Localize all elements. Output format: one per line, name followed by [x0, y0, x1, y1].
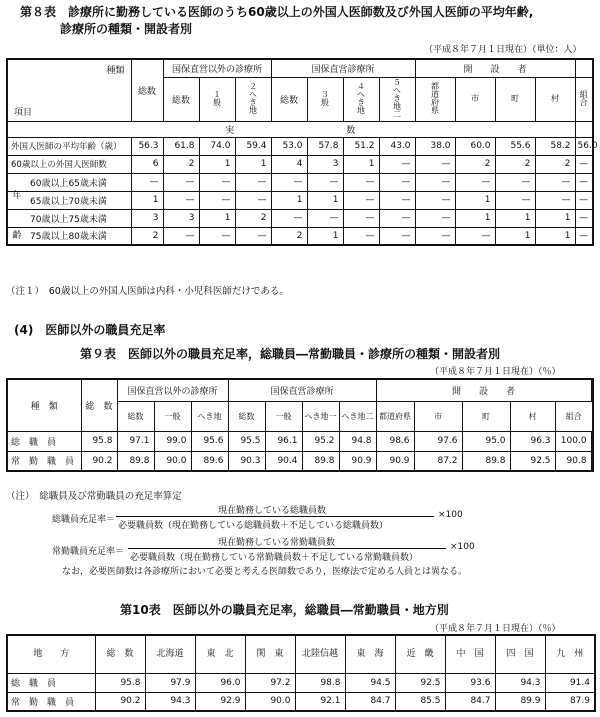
- table10-cell: 84.7: [445, 692, 495, 711]
- table8-cell: 60.0: [455, 137, 495, 155]
- table9-cell: 95.5: [228, 431, 265, 451]
- table10-row-label: 総 職 員: [7, 673, 95, 692]
- table10-cell: 94.5: [345, 673, 395, 692]
- table9-cell: 96.3: [510, 431, 555, 451]
- table8-cell: —: [163, 173, 199, 191]
- table9-group1-header: 国保直営以外の診療所: [117, 379, 228, 401]
- table8-cell: —: [415, 209, 455, 227]
- table8-cell: 1: [535, 209, 575, 227]
- table8-cell: 1: [307, 191, 343, 209]
- table8-cell: 3: [307, 155, 343, 173]
- table8-sub-header: [415, 77, 455, 121]
- table8-cell: —: [271, 173, 307, 191]
- formula2-numerator: 現在勤務している常勤職員数: [218, 538, 336, 548]
- table8-cell: —: [379, 173, 415, 191]
- table8-sub-header-label: １般: [212, 89, 222, 106]
- table8-kind-header: 種類: [106, 66, 125, 76]
- table9-cell: 95.2: [302, 431, 339, 451]
- formula1-numerator: 現在勤務している総職員数: [218, 506, 327, 516]
- table10-row: [7, 692, 595, 711]
- table8-sub-header: [235, 77, 271, 121]
- table10-cell: 90.2: [95, 692, 145, 711]
- table9-cell: 99.0: [154, 431, 191, 451]
- table8-cell: —: [535, 191, 575, 209]
- table8-cell: 74.0: [199, 137, 235, 155]
- table8-row-label: 外国人医師の平均年齢（歳）: [7, 137, 131, 155]
- table9-cell: 89.8: [302, 451, 339, 471]
- table8-row: [7, 209, 593, 227]
- table8-cell: 3: [131, 209, 163, 227]
- table8-cell: —: [343, 191, 379, 209]
- table8-cell: 4: [271, 155, 307, 173]
- table8-cell: —: [131, 173, 163, 191]
- table9-cell: 90.0: [154, 451, 191, 471]
- formula1-label: 総職員充足率＝: [52, 515, 116, 525]
- table8-total-header: 総数: [131, 59, 163, 121]
- table8-cell: 2: [455, 155, 495, 173]
- table8-cell: 55.6: [495, 137, 535, 155]
- table10-col-header: 近 畿: [395, 635, 445, 673]
- table10-cell: 98.8: [295, 673, 345, 692]
- table8-sub-header-label: 総数: [279, 95, 298, 106]
- table8-row-label: [7, 209, 131, 227]
- table10-col-header: 北海道: [145, 635, 195, 673]
- table9-cell: 94.8: [339, 431, 376, 451]
- table8-cell: 38.0: [415, 137, 455, 155]
- table9-cell: 90.4: [265, 451, 302, 471]
- table10-col-header: 北陸信越: [295, 635, 345, 673]
- table8-cell: —: [379, 155, 415, 173]
- table10-cell: 91.4: [545, 673, 595, 692]
- table10-cell: 97.2: [245, 673, 295, 692]
- table8-cell: —: [575, 227, 593, 245]
- table8-cell: —: [235, 191, 271, 209]
- table8-sub-header: [495, 77, 535, 121]
- table9-cell: 100.0: [555, 431, 591, 451]
- table8-cell: 1: [131, 191, 163, 209]
- table8-row-label: [7, 191, 131, 209]
- formula1-times: ×100: [438, 510, 463, 520]
- table8-cell: 2: [271, 227, 307, 245]
- table8-sub-header: [379, 77, 415, 121]
- table9-sub-header: 総数: [228, 401, 265, 431]
- table8-cell: —: [415, 155, 455, 173]
- table8-cell: 1: [455, 191, 495, 209]
- table8-cell: 2: [535, 155, 575, 173]
- table8-sub-header: [535, 77, 575, 121]
- table8-cell: 1: [199, 155, 235, 173]
- table9-note-heading: （注） 総職員及び常勤職員の充足率算定: [6, 491, 182, 502]
- table8-cell: —: [343, 209, 379, 227]
- table10-col-header: 九 州: [545, 635, 595, 673]
- table8-group3-header: 開 設 者: [415, 59, 575, 77]
- table9-sub-header: へき地二: [339, 401, 376, 431]
- table8-group1-header: 国保直営以外の診療所: [163, 59, 271, 77]
- table10-cell: 85.5: [395, 692, 445, 711]
- table8-cell: 51.2: [343, 137, 379, 155]
- table8-cell: —: [575, 209, 593, 227]
- table8-title-line2: 診療所の種類・開設者別: [60, 22, 193, 36]
- table8-cell: —: [199, 227, 235, 245]
- table8-cell: —: [415, 191, 455, 209]
- table8-row: [7, 137, 593, 155]
- table9-cell: 90.9: [339, 451, 376, 471]
- table8-sub-header: [163, 77, 199, 121]
- table8-row-label: 60歳以上の外国人医師数: [7, 155, 131, 173]
- formula1-denominator: 必要職員数（現在勤務している総職員数＋不足している総職員数）: [118, 521, 389, 531]
- table8-cell: 1: [199, 209, 235, 227]
- table8-sub-header: [199, 77, 235, 121]
- table10-cell: 95.8: [95, 673, 145, 692]
- table8-sub-header-label: ５へき地二: [392, 77, 402, 118]
- table10-cell: 92.9: [195, 692, 245, 711]
- table8-row-label-text: 65歳以上70歳未満: [30, 196, 107, 207]
- table10-col-header: 中 国: [445, 635, 495, 673]
- table10-col-header: 東 海: [345, 635, 395, 673]
- table10-cell: 92.1: [295, 692, 345, 711]
- table10-cell: 97.9: [145, 673, 195, 692]
- table8-group2-header: 国保直営診療所: [271, 59, 415, 77]
- table9-cell: 97.6: [414, 431, 462, 451]
- table8-sub-header-label: ２へき地: [248, 81, 258, 114]
- table9-cell: 90.2: [81, 451, 117, 471]
- table8-cell: —: [415, 173, 455, 191]
- table9-cell: 95.0: [462, 431, 510, 451]
- table9-sub-header: 村: [510, 401, 555, 431]
- table8-sub-header: [307, 77, 343, 121]
- table10-cell: 94.3: [145, 692, 195, 711]
- table9-sub-header: へき地: [191, 401, 228, 431]
- table10-cell: 96.0: [195, 673, 245, 692]
- table8-cell: 57.8: [307, 137, 343, 155]
- table8-sub-header: [455, 77, 495, 121]
- table8-cell: 6: [131, 155, 163, 173]
- table10-cell: 90.0: [245, 692, 295, 711]
- table8-cell: 1: [495, 227, 535, 245]
- table10-col-header: 関 東: [245, 635, 295, 673]
- table9-sub-header: 総数: [117, 401, 154, 431]
- table10-row-label: 常 勤 職 員: [7, 692, 95, 711]
- formula2-denominator: 必要職員数（現在勤務している常勤職員数＋不足している常勤職員数）: [130, 553, 419, 563]
- table9-cell: 87.2: [414, 451, 462, 471]
- table9-cell: 95.8: [81, 431, 117, 451]
- table8-cell: 1: [343, 155, 379, 173]
- table8-cell: 1: [271, 191, 307, 209]
- table8-cell: —: [235, 227, 271, 245]
- table8-cell: —: [495, 173, 535, 191]
- table10-col-header: 四 国: [495, 635, 545, 673]
- table8-cell: 1: [535, 227, 575, 245]
- table8-age-label: 年齢: [12, 190, 22, 241]
- table8-sub-header-label: ４へき地: [356, 81, 366, 114]
- table9-sub-header: 町: [462, 401, 510, 431]
- table8-cell: —: [379, 209, 415, 227]
- table8-cell: 43.0: [379, 137, 415, 155]
- table8-cell: 2: [235, 209, 271, 227]
- table10-cell: 89.9: [495, 692, 545, 711]
- table8-cell: —: [379, 191, 415, 209]
- table10: [6, 634, 596, 712]
- table9-cell: 89.8: [117, 451, 154, 471]
- table9-kind-header: 種 類: [7, 379, 81, 431]
- table8-sub-header: [343, 77, 379, 121]
- table8-cell: —: [455, 173, 495, 191]
- table9-cell: 90.9: [376, 451, 414, 471]
- table8-note: （注１） 60歳以上の外国人医師は内科・小児科医師だけである。: [6, 286, 289, 297]
- table8-cell: —: [307, 173, 343, 191]
- table9-group3-header: 開 設 者: [376, 379, 591, 401]
- table10-col-header: 総 数: [95, 635, 145, 673]
- table8-sub-header-label: 市: [470, 93, 480, 102]
- table9-cell: 90.3: [228, 451, 265, 471]
- formula2-fraction-bar: [128, 548, 446, 549]
- formula2-label: 常勤職員充足率＝: [52, 547, 125, 557]
- table8-sub-header-label: ３般: [320, 89, 330, 106]
- table10-col-header: 地 方: [7, 635, 95, 673]
- table9-group2-header: 国保直営診療所: [228, 379, 376, 401]
- table10-cell: 87.9: [545, 692, 595, 711]
- table8-row-label-text: 75歳以上80歳未満: [30, 232, 107, 243]
- table9-row: [7, 431, 593, 451]
- table8-cell: 59.4: [235, 137, 271, 155]
- table8-sub-header: [575, 77, 593, 121]
- table8-cell: —: [535, 173, 575, 191]
- table9-cell: 89.8: [462, 451, 510, 471]
- table8-cell: —: [199, 191, 235, 209]
- table10-cell: 84.7: [345, 692, 395, 711]
- table9-sub-header: 市: [414, 401, 462, 431]
- table8-cell: —: [495, 191, 535, 209]
- table10-date: （平成８年７月１日現在）（％）: [430, 624, 561, 634]
- table8-cell: 2: [495, 155, 535, 173]
- table10-cell: 94.3: [495, 673, 545, 692]
- section4-heading: (4) 医師以外の職員充足率: [14, 323, 166, 337]
- table9-sub-header: へき地一: [302, 401, 339, 431]
- table8: [6, 58, 598, 246]
- table9-cell: 97.1: [117, 431, 154, 451]
- table8-sub-header-label: 組合: [579, 89, 589, 106]
- table8-cell: 1: [307, 227, 343, 245]
- table9-cell: 89.6: [191, 451, 228, 471]
- table9-sub-header: 組合: [555, 401, 593, 431]
- table8-title-line1: 第８表 診療所に勤務している医師のうち60歳以上の外国人医師数及び外国人医師の平均年齢,: [20, 5, 534, 19]
- table8-cell: 2: [131, 227, 163, 245]
- table8-cell: —: [415, 227, 455, 245]
- table9-sub-header: 一般: [154, 401, 191, 431]
- table8-sub-header-label: 総数: [171, 95, 190, 106]
- table8-cell: —: [575, 155, 593, 173]
- table8-cell: —: [271, 209, 307, 227]
- table9-cell: 92.5: [510, 451, 555, 471]
- table9-cell: 90.8: [555, 451, 591, 471]
- table10-cell: 92.5: [395, 673, 445, 692]
- table8-date: （平成８年７月１日現在）（単位：人）: [424, 45, 582, 55]
- table8-cell: 3: [163, 209, 199, 227]
- table10-row: [7, 673, 595, 692]
- table8-row-label-text: 70歳以上75歳未満: [30, 214, 107, 225]
- table8-cell: —: [455, 227, 495, 245]
- table9-cell: 98.6: [376, 431, 414, 451]
- table8-cell: 56.3: [131, 137, 163, 155]
- table8-sub-header: [271, 77, 307, 121]
- formula1-fraction-bar: [116, 516, 434, 517]
- table9: [6, 378, 594, 472]
- table8-row: [7, 191, 593, 209]
- table8-row: [7, 155, 593, 173]
- table8-cell: 53.0: [271, 137, 307, 155]
- table9-title: 第９表 医師以外の職員充足率，総職員―常勤職員・診療所の種類・開設者別: [80, 347, 501, 361]
- formula2-times: ×100: [450, 542, 475, 552]
- table8-cell: —: [307, 209, 343, 227]
- table8-cell: 1: [455, 209, 495, 227]
- table9-date: （平成８年７月１日現在）（％）: [430, 367, 561, 377]
- table8-item-header: 項目: [14, 107, 33, 118]
- table8-unit-row: 実 数: [7, 121, 575, 137]
- table9-row-label: 常 勤 職 員: [7, 451, 81, 471]
- table10-col-header: 東 北: [195, 635, 245, 673]
- table8-row-label-text: 60歳以上65歳未満: [30, 178, 107, 189]
- table9-sub-header: 一般: [265, 401, 302, 431]
- table8-cell: —: [575, 191, 593, 209]
- table8-cell: 58.2: [535, 137, 575, 155]
- table9-row-label: 総 職 員: [7, 431, 81, 451]
- table8-corner-header: [7, 59, 131, 121]
- table8-cell: 61.8: [163, 137, 199, 155]
- table9-cell: 96.1: [265, 431, 302, 451]
- table10-cell: 93.6: [445, 673, 495, 692]
- table9-row: [7, 451, 593, 471]
- table8-cell: —: [343, 227, 379, 245]
- table8-cell: 1: [235, 155, 271, 173]
- table8-row: [7, 227, 593, 245]
- table8-row-label: [7, 227, 131, 245]
- table8-cell: —: [575, 173, 593, 191]
- table8-sub-header-label: 都道府県: [430, 81, 440, 114]
- table9-sub-header: 都道府県: [376, 401, 414, 431]
- table9-cell: 95.6: [191, 431, 228, 451]
- table9-note2: なお，必要医師数は各診療所において必要と考える医師数であり，医療法で定める人員とは異なる。: [62, 567, 468, 577]
- table8-row: [7, 173, 593, 191]
- table8-cell: —: [199, 173, 235, 191]
- table8-sub-header-label: 村: [550, 93, 560, 102]
- table8-cell: —: [163, 191, 199, 209]
- table8-sub-header-label: 町: [510, 93, 520, 102]
- table8-cell: 1: [495, 209, 535, 227]
- table10-title: 第10表 医師以外の職員充足率，総職員―常勤職員・地方別: [120, 603, 449, 617]
- table8-cell: —: [235, 173, 271, 191]
- table8-cell: —: [379, 227, 415, 245]
- table9-total-header: 総 数: [81, 379, 117, 431]
- table8-cell: —: [163, 227, 199, 245]
- table8-cell: —: [343, 173, 379, 191]
- table8-cell: 2: [163, 155, 199, 173]
- table8-cell: 56.0: [575, 137, 593, 155]
